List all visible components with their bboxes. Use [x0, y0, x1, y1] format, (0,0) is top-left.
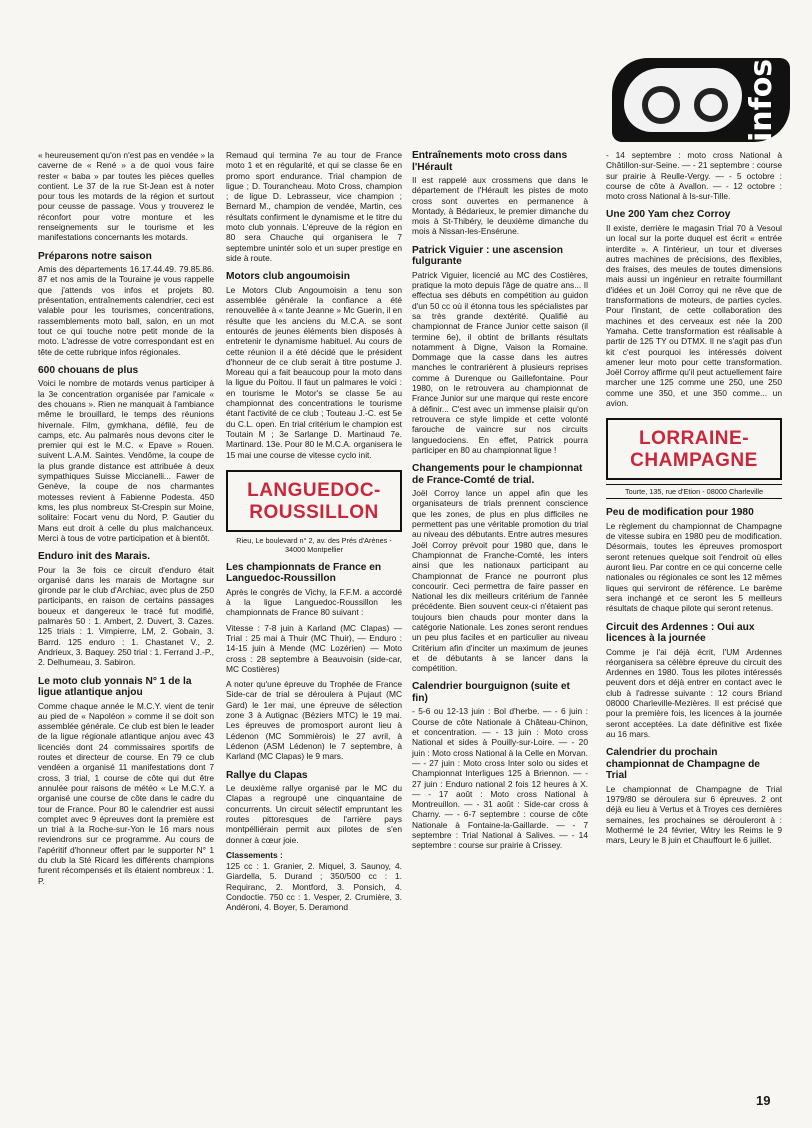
motorcycle-illustration — [624, 68, 742, 132]
region-address: Tourte, 135, rue d'Etion - 08000 Charleville — [606, 484, 782, 499]
article-heading: Circuit des Ardennes : Oui aux licences à la journée — [606, 621, 755, 644]
article-heading: Une 200 Yam chez Corroy — [606, 209, 731, 221]
article-heading: Peu de modification pour 1980 — [606, 507, 754, 519]
article-text: Comme je l'ai déjà écrit, l'UM Ardennes réorganisera sa célèbre épreuve du circuit des Ardennes en 1980. Tous les pilotes intéressés peuvent dors et déjà entrer en contact avec le club à l'adresse suivante : 12 cours Briand 08000 Charleville-Mezières. Il est précisé que pour la première fois, les licences à la journée seront acceptées. La date définitive est fixée au 16 mars. — [606, 646, 782, 739]
article-text: Il est rappelé aux crossmens que dans le département de l'Hérault les pistes de moto cross sont ouvertes en permanence à Montady, à Bédarieux, le premier dimanche du mois à St-Thibéry, le deuxième dimanche du mois à Nissan-les-Ensérune. — [412, 175, 588, 237]
article-text: Le championnat de Champagne de Trial 1979/80 se déroulera sur 6 épreuves. 2 ont déjà eu lieu à Vertus et à Troyes ces dernières semaines, les prochaines se dérouleront à : Mothermé le 24 février, Witry les Reims le 9 mars, Leury le 8 juin et Chauffourt le 6 juillet. — [606, 783, 782, 846]
article-text: Le deuxième rallye organisé par le MC du Clapas a regroupé une cinquantaine de concurrents. Un circuit sélectif empruntant les routes pittoresques de l'arrière pays montpélliérain permit aux pilotes de s'en donner à cœur joie. — [226, 783, 402, 845]
infos-logo-text: infos — [744, 58, 779, 142]
article-text: Comme chaque année le M.C.Y. vient de tenir au pied de « Napoléon » comme il se doit son assemblée générale. Ce club est bien le leader de la ligue régionale atlantique anjou avec 43 licenciés dont 24 commissaires sportifs de routes et directeur de course. En 79 ce club vendéen a organisé 11 manifestations dont 7 cross, 3 trial, 1 course de côte qui dut être annulée pour raisons de météo « Le M.C.Y. a organisé une course de côte dans le cadre du tour de France. Pour 80 le calendrier est aussi complet avec 9 épreuves dont la première est un trial à la Roche-sur-Yon le 16 mars nous reviendrons sur ce programme. Au cours de l'apéritif d'honneur offert par le supporter N° 1 du club la Sté Ricard les différents champions furent récompensés et ils étaient nombreux : 1. P. — [38, 700, 214, 886]
article-text: Il existe, derrière le magasin Trial 70 à Vesoul un local sur la porte duquel est écrit « entrée interdite ». A l'intérieur, un tour et diverses autres machines de précisions, des flexibles, des fraises, des meules de toutes dimensions mais aussi un ingénieur en retraite fourmillant d'idées et un Joël Corroy qui ne rêve que de transformations de moteurs, de parties cycles. Pour l'instant, de cette collaboration des machines et des cerveaux est née la 200 Yamaha. Cette transformation est réalisable à partir de 125 TY ou DTMX. Il ne s'agit pas d'un kit c'est pourquoi les intéressés doivent amener leur moto pour cette transformation. Joël Corroy affirme qu'il peut actuellement faire marcher une 125 comme une 250, une 250 comme une 350, et une 350 comme... un avion. — [606, 222, 782, 409]
column-4 — [606, 150, 782, 850]
article-heading: Motors club angoumoisin — [226, 271, 350, 283]
calendar-list: - 14 septembre : moto cross National à Châtillon-sur-Seine. — - 21 septembre : course sur prairie à Reulle-Vergy. — - 5 octobre : course de côte à Avallon. — - 12 octobre : moto cross National à Is-sur-Tille. — [606, 150, 782, 202]
column-1 — [38, 150, 214, 891]
calendar-list: - 5-6 ou 12-13 juin : Bol d'herbe. — - 6 juin : Course de côte Nationale à Château-Chinon, et concentration. — - 13 juin : Moto cross National et sides à Pouilly-sur-Loire. — - 20 juin : Moto cross National à la Celle en Morvan. — - 27 juin : Moto cross Inter solo ou sides et Championnat Interligues 125 à Briennon. — - 27 juin : Enduro national 2 fois 12 heures à X. — - 17 août : Moto cross National à Montreuillon. — - 31 août : Side-car cross à Charny. — - 6-7 septembre : course de côte Nationale à Fontaine-la-Gaillarde. — - 7 septembre : Trial National à Salives. — - 14 septembre : course sur prairie à Crissey. — [412, 706, 588, 851]
article-text: Remaud qui termina 7e au tour de France moto 1 et en régularité, et qui se classe 6e en promo sport endurance. Trial champion de ligue ; D. Tourancheau. Moto Cross, champion ; de ligue D. Lebrasseur, vice champion ; Bernard M., champion de vendée, Martin, ces résultats confirment le dynamisme et le titre du moto club yonnais. L'épreuve de la région en 80 sera Chauche qui organisera le 7 septembre unintér solo et un super prestige en side à route. — [226, 150, 402, 263]
column-2 — [226, 150, 402, 918]
article-heading: Patrick Viguier : une ascension fulgurante — [412, 244, 563, 268]
article-heading: Changements pour le championnat de France-Comté de trial. — [412, 463, 583, 486]
region-address: Rieu, Le boulevard n° 2, av. des Prés d'Arènes - 34000 Montpellier — [236, 535, 392, 554]
article-heading: Préparons notre saison — [38, 250, 152, 262]
article-heading: Entraînements moto cross dans l'Hérault — [412, 150, 568, 173]
article-text: Joël Corroy lance un appel afin que les organisateurs de trials prennent conscience que les zones, de plus en plus difficiles ne permettent pas une véritable promotion du trial au niveau des débutants. Entre autres mesures Joël Corroy prévoit pour 1980 que, dans le Championnat de Franche-Comté, les inters ainsi que les nationaux participant au Championnat de France ne pourront plus concourir. Ceci permettra de faire passer en National les dix meilleurs critérium de l'année précédente. Bien souvent ceux-ci n'étaient pas toujours bien chauds pour monter dans la catégorie Nationale. Les zones seront rendues un peu plus faciles et en particulier au niveau Critérium afin d'inciter un maximum de jeunes et de débutants à se lancer dans la compétition. — [412, 488, 588, 674]
article-text: Pour la 3e fois ce circuit d'enduro était organisé dans les marais de Mortagne sur gironde par le club d'Archiac, avec plus de 250 participants, en raison de certains passages boueux et dangereux le tracé fut modifié, palmarès 50 : 1. Ambert, 2. Duvert, 3. Cazes. 125 trials : 1. Vimpierre, LM, 2. Gobain, 3. Barrd. 125 enduro : 1. Chastanet V., 2. Andrieux, 3. Baquey. 250 trial : 1. Ferrand J.-P., 2. Delhumeau, 3. Sabiron. — [38, 564, 214, 668]
article-heading: Calendrier bourguignon (suite et fin) — [412, 681, 570, 704]
article-text: Patrick Viguier, licencié au MC des Costières, pratique la moto depuis l'âge de quatre ans... Il effectua ses débuts en compétition au guidon d'un 50 cc où il étonna tous les spécialistes par sa très grande dextérité. Qualifié au championnat de France Junior cette saison (il termine 6e), il obtint de brillants résultats notamment à Digne, Vaison la Romaine. Dommage que la casse dans les autres manches le contrarièrent à plusieurs reprises comme à Durenque ou Gaillefontaine. Pour 1980, on le retrouvera au championnat de France Junior sur une marque qui reste encore à définir... C'est avec un immense plaisir qu'on retrouvera ce style limpide et cette volonté farouche de vaincre sur nos circuits languedociens. En effet, Patrick pourra participer en 80 au championnat ligue ! — [412, 269, 588, 455]
article-heading: Enduro init des Marais. — [38, 551, 151, 563]
page-number: 19 — [756, 1093, 771, 1108]
article-text: Le Motors Club Angoumoisin a tenu son assemblée générale la confiance a été renouvellée à « tante Jeanne » Mc Guerin, il en résulte que les anciens du M.C.A. se sont entourés de jeunes éléments bien disposés à entretenir le dynamisme habituel. Au cours de cette réunion il a été décidé que le président d'honneur de ce club serait à titre postume J. Moreau qui a fait beaucoup pour la moto dans la ligue du Poitou. Il faut un palmares le voici : en tourisme le Motor's se classe 5e au championnat des concentrations le tourisme étant l'activité de ce club ; Touteau J.-C. est 5e du C.L. open. En trial critérium le champion est Toutain M ; 3e Sarlange D. Martinaud 7e. Martinard. 13e. Pour 80 le M.C.A. organisera le 15 mai une course de vitesse cyclo init. — [226, 284, 402, 460]
article-text: A noter qu'une épreuve du Trophée de France Side-car de trial se déroulera à Pujaut (MC Gard) le 1er mai, une épreuve de sélection zone 3 à Autignac (Béziers MTC) le 19 mai. Les épreuves de promosport auront lieu à Lédenon (MC Sommièrois) le 27 avril, à Lédenon (ASM Lédenon) le 7 septembre, à Karland (MC Clapas) le 9 mars. — [226, 679, 402, 762]
region-name: LANGUEDOC-ROUSSILLON — [247, 479, 381, 523]
region-name: LORRAINE-CHAMPAGNE — [630, 428, 758, 472]
article-list: Vitesse : 7-8 juin à Karland (MC Clapas) — Trial : 25 mai à Thuir (MC Thuir), — Enduro : 14-15 juin à Mende (MC Lozérien) — Moto cross : 28 septembre à Beauvoisin (side-car, MC Costières) — [226, 622, 402, 674]
article-heading: Le moto club yonnais N° 1 de la ligue atlantique anjou — [38, 675, 192, 699]
article-heading: Calendrier du prochain championnat de Champagne de Trial — [606, 747, 760, 782]
article-text: « heureusement qu'on n'est pas en vendée » la caverne de « René » a de quoi vous faire rester « baba » par toutes les pièces quelles contient. Le 37 de la rue St-Jean est à noter pour tous les motards de la région et surtout pour ceusse de passage. Vous y trouverez le réconfort pour votre monture et les renseignements sur le tourisme et les manifestations concernants les motards. — [38, 150, 214, 243]
region-box-lorraine — [606, 418, 782, 480]
classement-title: Classements : — [226, 849, 283, 860]
article-heading: Les championnats de France en Languedoc-Roussillon — [226, 561, 382, 585]
article-text: Amis des départements 16.17.44.49. 79.85.86. 87 et nos amis de la Touraine je vous rappelle que j'attends vos infos et projets 80. présentation, entraînements calendrier, ceci est valable pour les tourismes, concentrations, rassemblements moto ball, salon, en un mot tout ce qui touche notre petit monde de la moto. L'adresse de votre correspondant est en tête de cette rubrique infos régionales. — [38, 264, 214, 357]
article-text: Après le congrès de Vichy, la F.F.M. a accordé à la ligue Languedoc-Roussillon les championnats de France 80 suivant : — [226, 586, 402, 618]
classement-list: 125 cc : 1. Granier, 2. Miquel, 3. Saunoy, 4. Giardella, 5. Durand ; 350/500 cc : 1. Requiranc, 2. Montford, 3. Ponsich, 4. Condoctie. 750 cc : 1. Vesper, 2. Crumière, 3. Andéroni, 4. Boyer, 5. Deramond — [226, 861, 402, 913]
column-3 — [412, 150, 588, 856]
article-heading: 600 chouans de plus — [38, 364, 139, 376]
article-heading: Rallye du Clapas — [226, 769, 308, 781]
article-text: Le règlement du championnat de Champagne de vitesse subira en 1980 peu de modification. Désormais, toutes les épreuves promosport seront retenues quelque soit l'endroit où elles auront lieu. Par contre en ce qui concerne celle nationales ou régionales ce sont les 12 mêmes liques qui serviront de référence. Le barème sera inchangé et ce seront les 5 meilleurs résultats de chaque pilote qui seront retenus. — [606, 520, 782, 614]
region-box-languedoc — [226, 470, 402, 532]
article-text: Voici le nombre de motards venus participer à la 3e concentration organisée par l'amicale « des chouans ». Rien ne manquait à l'ambiance même le brouillard, le temps des réunions hivernale. Film, gymkhana, défilé, feu de camps, etc. Au palmarès nous devons citer le premier qui est le M.C. « Epave » Rouen. suivent L.A.M. Saintes. Vendôme, la coupe de la plus grande distance est attribuée à deux sympathiques Suisse Miccianelli... Fawer de Genève, la coupe de nos charmantes motesses revient à Fabienne Podesta. 450 kms, les plus nombreux St-Crespin sur Moine, solitaire: Focart venu du Nord, P. Gautier du Mans eut droit à celle du plus malchanceux. Merci à tous de votre participation et à bientôt. — [38, 378, 214, 543]
